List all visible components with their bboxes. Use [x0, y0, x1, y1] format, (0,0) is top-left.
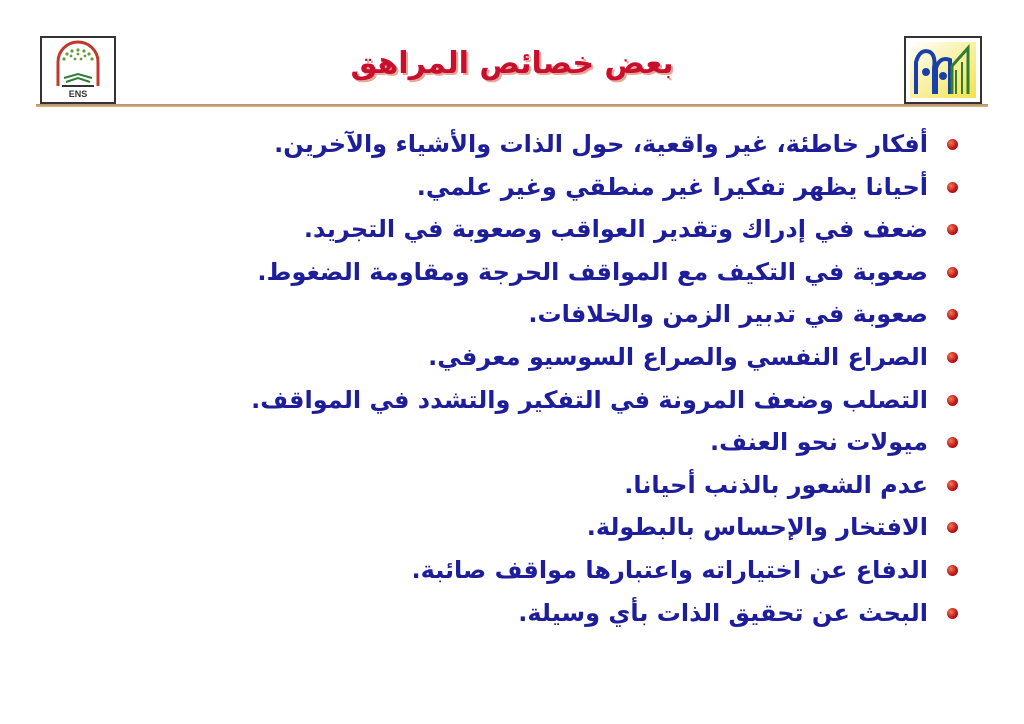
slide-title: بعض خصائص المراهق: [350, 46, 674, 81]
list-item: [140, 254, 960, 297]
ens-logo-text: ENS: [68, 89, 88, 99]
bullet-dot-icon: [947, 182, 958, 193]
characteristics-list: [140, 126, 960, 637]
list-item: [140, 382, 960, 425]
list-item-text: الصراع النفسي والصراع السوسيو معرفي.: [428, 342, 928, 371]
list-item: [140, 552, 960, 595]
list-item: [140, 126, 960, 169]
bullet-dot-icon: [947, 395, 958, 406]
list-item-text: ضعف في إدراك وتقدير العواقب وصعوبة في التجريد.: [303, 215, 928, 244]
list-item-text: التصلب وضعف المرونة في التفكير والتشدد في المواقف.: [251, 385, 928, 414]
bullet-dot-icon: [947, 437, 958, 448]
list-item-text: صعوبة في تدبير الزمن والخلافات.: [528, 300, 928, 329]
bullet-dot-icon: [947, 309, 958, 320]
university-emblem-icon: [906, 38, 980, 102]
list-item: [140, 509, 960, 552]
list-item-text: الافتخار والإحساس بالبطولة.: [586, 513, 928, 542]
bullet-dot-icon: [947, 267, 958, 278]
list-item: [140, 595, 960, 638]
bullet-dot-icon: [947, 480, 958, 491]
bullet-dot-icon: [947, 565, 958, 576]
header-divider: [36, 104, 988, 107]
bullet-dot-icon: [947, 139, 958, 150]
list-item-text: أحيانا يظهر تفكيرا غير منطقي وغير علمي.: [416, 172, 928, 201]
list-item: [140, 211, 960, 254]
list-item: [140, 169, 960, 212]
bullet-dot-icon: [947, 608, 958, 619]
list-item-text: صعوبة في التكيف مع المواقف الحرجة ومقاومة الضغوط.: [257, 257, 928, 286]
list-item: [140, 424, 960, 467]
list-item-text: ميولات نحو العنف.: [709, 428, 928, 457]
list-item: [140, 296, 960, 339]
list-item-text: البحث عن تحقيق الذات بأي وسيلة.: [518, 598, 928, 627]
bullet-dot-icon: [947, 522, 958, 533]
university-logo: [904, 36, 982, 104]
list-item-text: أفكار خاطئة، غير واقعية، حول الذات والأشياء والآخرين.: [274, 130, 928, 158]
list-item-text: عدم الشعور بالذنب أحيانا.: [624, 470, 928, 499]
bullet-dot-icon: [947, 352, 958, 363]
list-item: [140, 339, 960, 382]
list-item-text: الدفاع عن اختياراته واعتبارها مواقف صائبة.: [411, 555, 928, 584]
list-item: [140, 467, 960, 510]
bullet-dot-icon: [947, 224, 958, 235]
slide-header: [36, 36, 988, 108]
